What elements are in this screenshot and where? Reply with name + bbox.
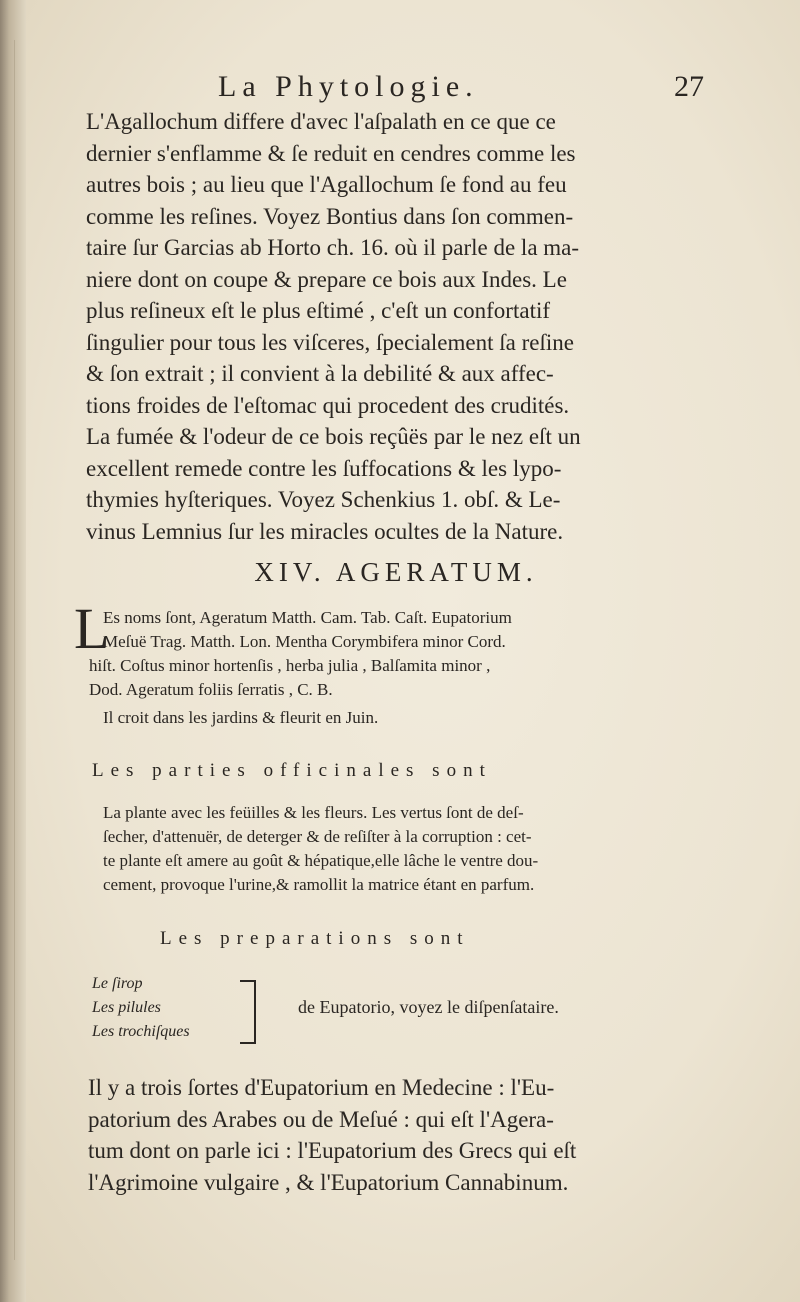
text-line: Il y a trois ſortes d'Eupatorium en Medecine : l'Eu-: [88, 1075, 555, 1100]
preparations-note: de Eupatorio, voyez le diſpenſataire.: [298, 997, 559, 1017]
synonyms-paragraph: [89, 606, 703, 702]
text-line: patorium des Arabes ou de Meſué : qui eſt l'Agera-: [88, 1106, 554, 1132]
text-line: te plante eſt amere au goût & hépatique,elle lâche le ventre dou-: [103, 851, 539, 870]
text-line: excellent remede contre les ſuffocations & les lypo-: [86, 455, 562, 481]
bracket-brace: [240, 980, 256, 1044]
preparations-list: [92, 972, 190, 1044]
text-line: Es noms ſont, Ageratum Matth. Cam. Tab. Caſt. Eupatorium: [103, 608, 512, 627]
text-line: vinus Lemnius ſur les miracles ocultes de la Nature.: [86, 518, 564, 544]
text-line: ſecher, d'attenuër, de deterger & de reſiſter à la corruption : cet-: [103, 827, 532, 846]
subheading-preparations: Les preparations sont: [160, 928, 470, 949]
text-line: La plante avec les feüilles & les fleurs. Les vertus ſont de deſ-: [103, 803, 524, 822]
text-line: l'Agrimoine vulgaire , & l'Eupatorium Cannabinum.: [88, 1169, 569, 1195]
text-line: & ſon extrait ; il convient à la debilité & aux affec-: [86, 361, 554, 386]
text-line: L'Agallochum differe d'avec l'aſpalath en ce que ce: [86, 109, 556, 134]
text-line: tions froides de l'eſtomac qui procedent des crudités.: [86, 392, 570, 418]
section-title: XIV. AGERATUM.: [254, 557, 538, 587]
paragraph-agallochum: [86, 106, 706, 547]
text-line: Dod. Ageratum foliis ſerratis , C. B.: [89, 680, 333, 699]
running-title: La Phytologie.: [218, 70, 479, 103]
book-spine: [0, 0, 26, 1302]
text-line: hiſt. Coſtus minor hortenſis , herba julia , Balſamita minor ,: [89, 656, 491, 675]
list-item: Les pilules: [92, 999, 161, 1016]
growth-note: Il croit dans les jardins & fleurit en Juin.: [103, 708, 379, 727]
text-line: ſingulier pour tous les viſceres, ſpecialement ſa reſine: [86, 329, 574, 355]
text-line: dernier s'enflamme & ſe reduit en cendres comme les: [86, 140, 576, 166]
list-item: Les trochiſques: [92, 1023, 190, 1040]
text-line: Meſuë Trag. Matth. Lon. Mentha Corymbifera minor Cord.: [103, 632, 506, 651]
text-line: tum dont on parle ici : l'Eupatorium des Grecs qui eſt: [88, 1138, 577, 1163]
paragraph-virtues: [103, 801, 703, 897]
text-line: comme les reſines. Voyez Bontius dans ſon commen-: [86, 203, 574, 229]
text-line: plus reſineux eſt le plus eſtimé , c'eſt un confortatif: [86, 298, 551, 323]
drop-cap: L: [74, 596, 110, 661]
subheading-officinal-parts: Les parties officinales sont: [92, 760, 492, 781]
list-item: Le ſirop: [92, 975, 143, 992]
text-line: thymies hyſteriques. Voyez Schenkius 1. obſ. & Le-: [86, 487, 561, 512]
paragraph-eupatorium: [88, 1072, 706, 1198]
text-line: autres bois ; au lieu que l'Agallochum ſe fond au feu: [86, 172, 567, 197]
text-line: La fumée & l'odeur de ce bois reçûës par le nez eſt un: [86, 424, 581, 449]
page-header: [88, 70, 704, 110]
text-line: niere dont on coupe & prepare ce bois aux Indes. Le: [86, 266, 567, 292]
page-fold-line: [14, 40, 15, 1260]
page-number: 27: [674, 70, 704, 103]
text-line: taire ſur Garcias ab Horto ch. 16. où il parle de la ma-: [86, 235, 580, 260]
text-line: cement, provoque l'urine,& ramollit la matrice étant en parfum.: [103, 875, 535, 894]
